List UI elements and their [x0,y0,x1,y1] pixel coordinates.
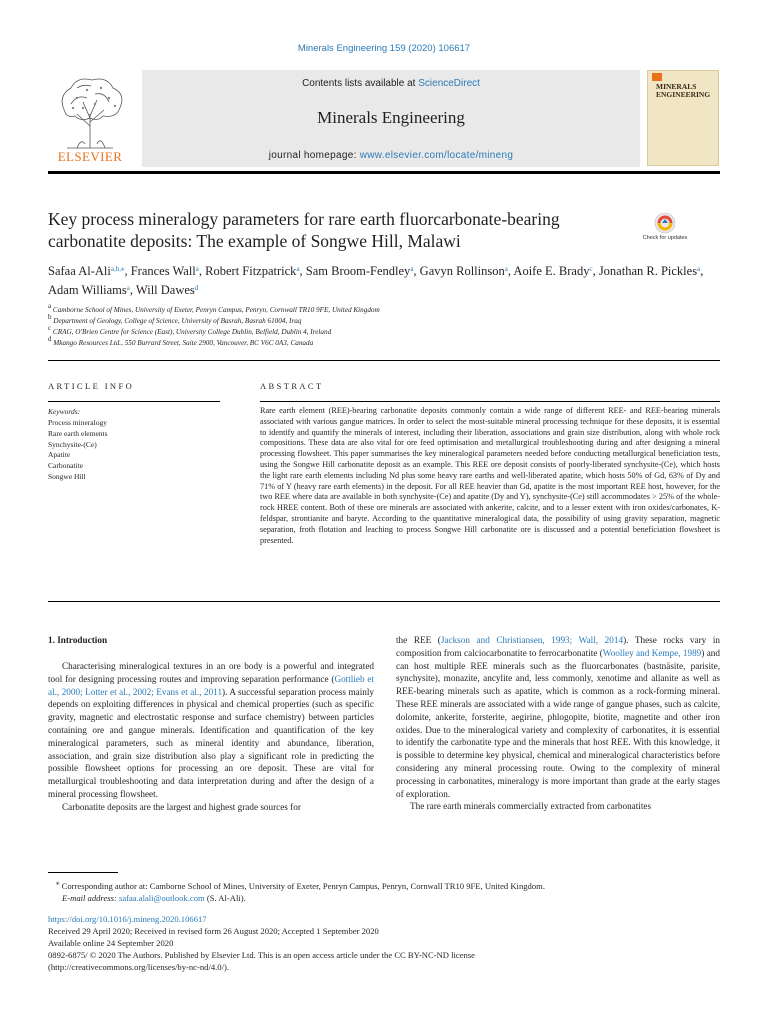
article-title: Key process mineralogy parameters for rare earth fluorcarbonate-bearing carbonatite deposits: The example of Songwe Hill, Malawi [48,209,560,251]
text-run: ). These rocks vary in composition from calciocarbonatite to ferrocarbonatite ( [396,635,721,658]
abstract-text: Rare earth element (REE)-bearing carbonatite deposits commonly contain a wide range of different REE- and REE-bearing minerals associated with various gangue matrices. In order to select the most-suitable mineral processing technique for these deposits, it is essential to identify and quantify the minerals of interest, including their liberation, associations and grain size distribution, along with whole rock compositions. These data are also vital for ore feed optimisation and metallurgical troubleshooting during and after designing a mineral processing flowsheet. This paper summarises the key mineralogical parameters needed before conducting metallurgical beneficiation tests, using the Songwe Hill carbonatite deposit as an example. This REE ore deposit consists of poorly-liberated synchysite-(Ce), which hosts the light rare earth elements including Nd plus some heavy rare earths and well-liberated apatite, which hosts 50% of Gd, 63% of Dy and 71% of Y (heavy rare earth elements) in the deposit. For all REE heavier than Gd, apatite is the most important REE host, however, for the two REE where data are available in both synchysite-(Ce) and apatite (Dy and Y), synchysite-(Ce) still accommodates > 25% of the whole-rock HREE content. Both of these ore minerals are associated with ankerite, calcite, and to a lesser extent with iron oxides/carbonates, K-feldspar, strontianite and baryte. According to the quantitative mineralogical data, the possibility of using gravity separation, magnetic separation, froth flotation and leaching to process Songwe Hill carbonatite ore is discussed and a potential beneficiation flowsheet is presented. [260,406,720,545]
body-column-left [48,660,374,814]
affiliation-rule [48,360,720,361]
author-affiliation-marker[interactable]: a [697,265,701,273]
affiliation-key: a [48,302,52,310]
affiliation-key: d [48,335,52,343]
author-affiliation-marker[interactable]: a [296,265,300,273]
affiliation-d [48,335,720,347]
author-name[interactable]: Will Dawes [135,283,195,297]
keyword-list [48,418,108,483]
body-column-right [396,634,720,813]
author-name[interactable]: Robert Fitzpatrick [205,264,297,278]
affiliation-a [48,302,720,314]
text-run: ). A successful separation process mainly depends on exploiting differences in physical and chemical properties (such as specific gravity, magnetic and electrostatic response and surface chemistry) between particles containing ore and gangue minerals. Identification and quantification of the key mineralogical parameters, such as mineral identity and abundance, liberation, association, and grain size distribution also play a significant role in predicting the possible flowsheet options for processing an ore deposit. These are vital for metallurgical troubleshooting and data interpretation during and after the design of a mineral processing flowsheet. [48,686,375,799]
available-online: Available online 24 September 2020 [48,938,174,948]
author-affiliation-marker[interactable]: a [126,284,130,292]
citation-link[interactable]: Jackson and Christiansen, 1993; Wall, 2014 [440,635,624,645]
sciencedirect-link[interactable]: ScienceDirect [418,78,480,89]
keyword: Songwe Hill [48,471,86,481]
author-name[interactable]: Safaa Al-Ali [48,264,111,278]
received-dates: Received 29 April 2020; Received in revised form 26 August 2020; Accepted 1 September 2020 [48,926,379,936]
contents-prefix: Contents lists available at [302,78,419,89]
email-label: E-mail address: [62,893,119,903]
keyword: Apatite [48,450,71,460]
affiliation-b [48,313,720,325]
author-name[interactable]: Adam Williams [48,283,127,297]
paragraph [396,634,720,800]
text-run: Characterising mineralogical textures in an ore body is a powerful and integrated tool for designing processing routes and improving separation performance ( [48,661,374,684]
author-name[interactable]: Frances Wall [130,264,196,278]
affiliation-c [48,324,720,336]
paragraph: The rare earth minerals commercially extracted from carbonatites [410,801,652,812]
email-link[interactable]: safaa.alali@outlook.com [118,893,205,903]
author-affiliation-marker[interactable]: a [504,265,508,273]
author-affiliation-marker[interactable]: a [195,265,199,273]
footnote-text: Corresponding author at: Camborne School of Mines, University of Exeter, Penryn Campus, Penryn, Cornwall TR10 9FE, United Kingdom. [61,881,545,891]
text-run: ) and can host multiple REE minerals such as the fluorcarbonates (bastnäsite, parisite, synchysite), monazite, ancylite and, less commonly, xenotime and allanite as well as REE-bearing minerals such as apatite, which is common as a rock-forming mineral. These REE minerals are associated with a wide range of gangue phases, such as calcite, dolomite, ankerite, forsterite, aegirine, phlogopite, biotite, magnetite and other iron oxides. Due to the mineralogical variety and complexity of carbonatites, it is essential to identify the carbonatite type and the minerals that host REE. With this knowledge, it is possible to determine key physical, chemical and mineralogical characteristics before considering any mineral processing route. Owing to the complexity of mineral processing in carbonatites, mineralogy is more important than grade at the early stages of exploration. [396,647,720,799]
author-affiliation-marker[interactable]: a,b,⁎ [110,265,125,273]
homepage-prefix: journal homepage: [268,150,360,161]
keyword: Carbonatite [48,461,83,471]
article-info-rule [48,401,220,402]
author-name[interactable]: Aoife E. Brady [513,264,590,278]
paragraph: Carbonatite deposits are the largest and highest grade sources for [62,801,301,812]
author-affiliation-marker[interactable]: d [194,284,199,292]
abstract-bottom-rule [48,601,720,602]
keyword: Process mineralogy [48,418,107,427]
header-rule [48,171,720,174]
abstract-heading: ABSTRACT [260,381,324,391]
author-name[interactable]: Jonathan R. Pickles [598,264,698,278]
citation-link[interactable]: Woolley and Kempe, 1989 [602,647,702,658]
corresponding-author-note: ⁎ Corresponding author at: Camborne School of Mines, University of Exeter, Penryn Campus, Penryn, Cornwall TR10 9FE, United Kingdom. [56,879,545,891]
cover-title: MINERALS ENGINEERING [656,82,711,99]
keyword: Synchysite-(Ce) [48,439,97,449]
text-run: the REE ( [396,635,441,645]
check-for-updates-label[interactable]: Check for updates [642,235,688,241]
check-for-updates-badge[interactable] [646,211,684,249]
author-name[interactable]: Gavyn Rollinson [419,264,505,278]
keyword: Rare earth elements [48,428,108,438]
license-line-2: (http://creativecommons.org/licenses/by-nc-nd/4.0/). [48,962,229,972]
affiliation-text: CRAG, O'Brien Centre for Science (East), University College Dublin, Belfield, Dublin 4, Ireland [52,328,332,336]
author-affiliation-marker[interactable]: a [410,265,414,273]
affiliation-text: Camborne School of Mines, University of Exeter, Penryn Campus, Penryn, Cornwall TR10 9FE, United Kingdom [52,306,380,314]
doi-link[interactable]: https://doi.org/10.1016/j.mineng.2020.106617 [48,914,207,924]
affiliation-text: Department of Geology, College of Science, University of Basrah, Basrah 61004, Iraq [53,317,302,325]
author-name[interactable]: Sam Broom-Fendley [305,264,411,278]
keywords-label: Keywords: [48,407,81,416]
homepage-line [142,150,640,161]
affiliation-text: Mkango Resources Ltd., 550 Burrard Street, Suite 2900, Vancouver, BC V6C 0A3, Canada [53,339,314,347]
journal-citation[interactable]: Minerals Engineering 159 (2020) 106617 [297,43,471,54]
publication-info [48,913,720,973]
paragraph [48,660,374,801]
contents-line [142,78,640,89]
article-info-heading: ARTICLE INFO [48,381,135,391]
homepage-link[interactable]: www.elsevier.com/locate/mineng [359,150,514,161]
journal-cover-thumbnail[interactable] [647,70,719,166]
footnote-rule [48,872,118,873]
citation-link[interactable]: Gottlieb et al., 2000; Lotter et al., 2002; Evans et al., 2011 [48,673,374,697]
author-affiliation-marker[interactable]: c [589,265,593,273]
abstract-rule [260,401,720,402]
email-suffix: (S. Al-Ali). [204,893,246,903]
affiliation-key: b [48,313,52,321]
affiliation-key: c [48,324,52,332]
footnote-block [48,880,720,904]
author-list: Safaa Al-Ali$^{a,b,⁎}$, Frances Wall$^a$, Robert Fitzpatrick$^a$, Sam Broom-Fendley$^a$, Gavyn Rollinson$^a$, Aoife E. Brady$^c$, Jonathan R. Pickles$^a$, Adam Williams$^a$, Will Dawes$^d$ [48,264,704,297]
section-heading-introduction: 1. Introduction [48,635,108,645]
elsevier-wordmark: ELSEVIER [57,149,123,164]
journal-title: Minerals Engineering [317,108,465,127]
license-line-1: 0892-6875/ © 2020 The Authors. Published by Elsevier Ltd. This is an open access article under the CC BY-NC-ND license [48,950,475,960]
cover-elsevier-mark [652,73,662,81]
email-line [48,892,720,904]
